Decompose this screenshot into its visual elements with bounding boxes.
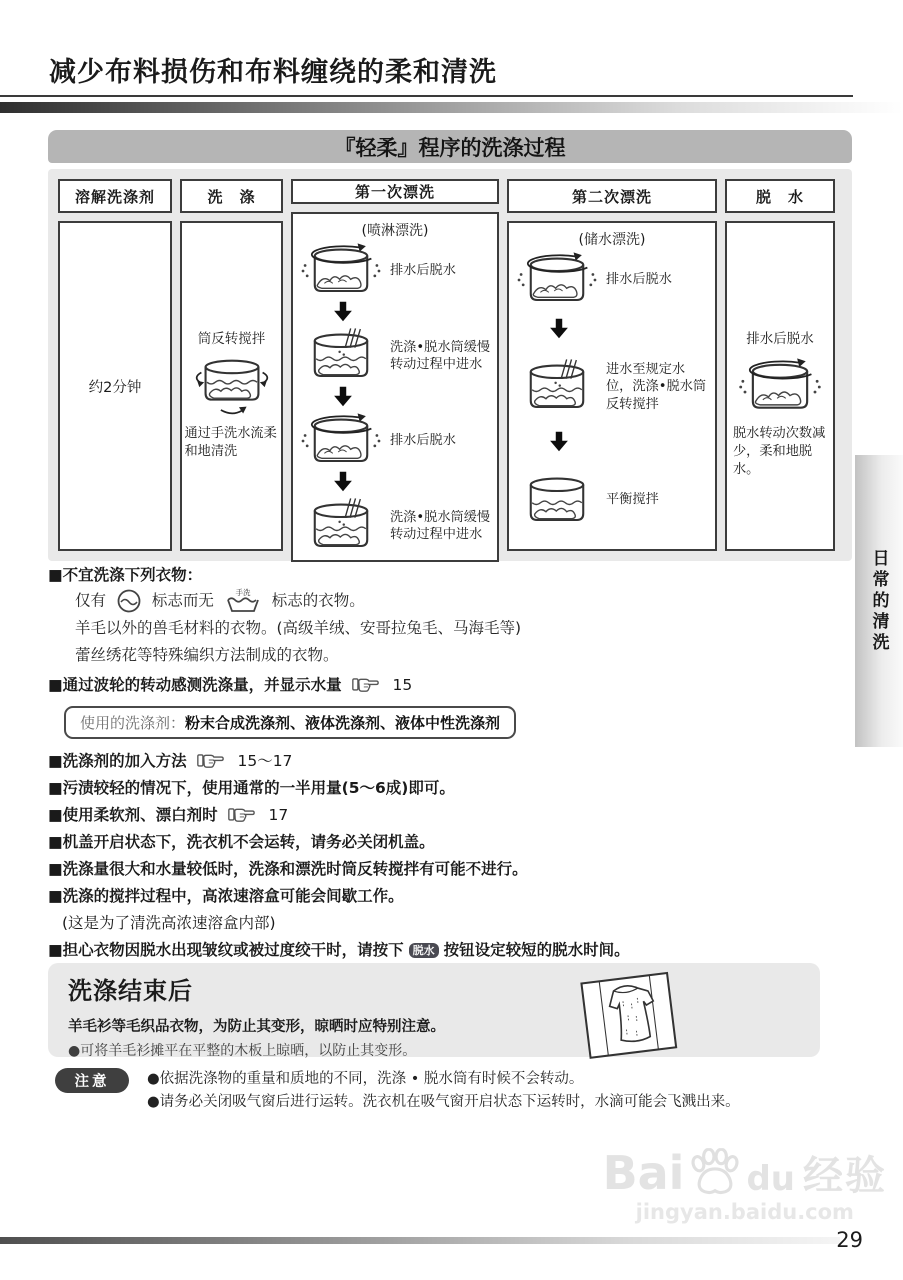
detergent-label: 使用的洗涤剂：	[80, 714, 186, 732]
watermark-text: Bai	[602, 1146, 685, 1200]
notes-section	[48, 563, 828, 964]
rinse2-step-3	[513, 471, 711, 529]
text-segment: ■使用柔软剂、漂白剂时	[48, 806, 218, 824]
dissolve-duration: 约2分钟	[88, 379, 142, 396]
caution-items	[147, 1068, 740, 1114]
sweater-board-illustration	[568, 967, 690, 1067]
column-body	[507, 221, 717, 551]
rinse1-subtitle: (喷淋漂洗)	[361, 223, 429, 239]
text-segment: ■通过波轮的转动感测洗涤量，并显示水量	[48, 676, 342, 694]
process-panel-title: 『轻柔』程序的洗涤过程	[48, 130, 852, 163]
rinse1-step-1	[297, 242, 493, 300]
rinse2-step-1	[513, 251, 711, 309]
tub-spin-icon	[297, 242, 385, 300]
unsuitable-line-3: 蕾丝绣花等特殊编织方法制成的衣物。	[75, 646, 339, 664]
rinse1-step-2	[297, 327, 493, 385]
after-wash-bold-line: 羊毛衫等毛织品衣物，为防止其变形，晾晒时应特别注意。	[68, 1019, 445, 1035]
pointing-hand-icon	[228, 805, 255, 823]
spin-bottom-label: 脱水转动次数减少，柔和地脱水。	[733, 426, 826, 477]
tub-spin-icon	[734, 357, 826, 417]
page-ref: 17	[268, 806, 289, 824]
hand-wash-symbol-icon	[224, 587, 262, 615]
column-header: 第一次漂洗	[291, 179, 499, 204]
step-label: 洗涤•脱水筒缓慢转动过程中进水	[390, 509, 491, 542]
unsuitable-title: ■不宜洗涤下列衣物：	[48, 566, 203, 584]
column-body	[180, 221, 283, 551]
lid-note: ■机盖开启状态下，洗衣机不会运转，请务必关闭机盖。	[48, 833, 435, 851]
caution-item: ●请务必关闭吸气窗后进行运转。洗衣机在吸气窗开启状态下运转时，水滴可能会飞溅出来。	[147, 1094, 740, 1110]
text-segment: 按钮设定较短的脱水时间。	[443, 941, 630, 959]
tub-fill-icon	[297, 327, 385, 385]
wash-bottom-label: 通过手洗水流柔和地清洗	[184, 426, 277, 459]
title-rule	[0, 95, 853, 97]
column-header: 溶解洗涤剂	[58, 179, 172, 213]
column-header: 脱 水	[725, 179, 835, 213]
caution-section	[55, 1068, 740, 1114]
down-arrow-icon	[513, 431, 605, 456]
step-label: 排水后脱水	[390, 263, 456, 279]
column-body	[291, 212, 499, 562]
column-dissolve-detergent	[58, 179, 172, 551]
rinse2-subtitle: (储水漂洗)	[578, 232, 646, 248]
after-wash-panel	[48, 963, 820, 1057]
pointing-hand-icon	[197, 751, 224, 769]
side-tab-daily-cleaning	[855, 455, 903, 747]
rinse1-step-3	[297, 412, 493, 470]
step-label: 排水后脱水	[606, 272, 672, 288]
process-panel	[48, 130, 852, 561]
down-arrow-icon	[297, 386, 389, 411]
tub-fill-icon	[297, 497, 385, 555]
after-wash-title: 洗涤结束后	[68, 977, 193, 1005]
caution-pill: 注意	[55, 1068, 129, 1093]
page-ref: 15	[392, 676, 413, 694]
text-segment: ■洗涤剂的加入方法	[48, 752, 187, 770]
column-header: 第二次漂洗	[507, 179, 717, 213]
page-ref: 15～17	[237, 752, 293, 770]
add-method-note	[48, 748, 828, 775]
text-segment: ■担心衣物因脱水出现皱纹或被过度绞干时，请按下	[48, 941, 404, 959]
tub-calm-icon	[513, 471, 601, 529]
watermark	[603, 1146, 887, 1224]
tub-spin-icon	[297, 412, 385, 470]
dispenser-note-2: (这是为了清洗高浓速溶盒内部)	[62, 914, 276, 932]
top-gradient-bar	[0, 102, 903, 113]
step-label: 洗涤•脱水筒缓慢转动过程中进水	[390, 339, 491, 372]
column-body	[725, 221, 835, 551]
column-spin	[725, 179, 835, 551]
step-label: 进水至规定水位，洗涤•脱水筒反转搅拌	[606, 362, 707, 412]
svg-text:手洗: 手洗	[235, 588, 251, 597]
rinse2-step-2	[513, 358, 711, 416]
paw-icon	[686, 1146, 744, 1198]
step-label: 平衡搅拌	[606, 492, 659, 508]
tub-fill-icon	[513, 358, 601, 416]
large-load-note: ■洗涤量很大和水量较低时，洗涤和漂洗时筒反转搅拌有可能不进行。	[48, 860, 528, 878]
page-number: 29	[836, 1228, 863, 1252]
page-title: 减少布料损伤和布料缠绕的柔和清洗	[49, 57, 497, 88]
column-body	[58, 221, 172, 551]
column-second-rinse	[507, 179, 717, 551]
text-segment: 标志而无	[151, 591, 214, 610]
step-label: 排水后脱水	[390, 433, 456, 449]
column-header: 洗 涤	[180, 179, 283, 213]
caution-item: ●依据洗涤物的重量和质地的不同，洗涤 • 脱水筒有时候不会转动。	[147, 1071, 584, 1087]
unsuitable-line-1	[75, 587, 828, 615]
down-arrow-icon	[513, 318, 605, 343]
watermark-text: du	[746, 1159, 795, 1199]
text-segment: 标志的衣物。	[271, 591, 365, 610]
bottom-gradient-bar	[0, 1237, 840, 1244]
watermark-url: jingyan.baidu.com	[635, 1200, 854, 1224]
watermark-brand	[602, 1146, 887, 1200]
pointing-hand-icon	[352, 675, 379, 693]
sense-note	[48, 672, 828, 699]
spin-top-label: 排水后脱水	[746, 331, 814, 347]
down-arrow-icon	[297, 471, 389, 496]
column-first-rinse	[291, 179, 499, 551]
after-wash-bullet: ●可将羊毛衫摊平在平整的木板上晾晒，以防止其变形。	[68, 1043, 417, 1059]
detergent-box	[64, 706, 516, 739]
tub-spin-icon	[513, 251, 601, 309]
down-arrow-icon	[297, 301, 389, 326]
process-diagram	[48, 169, 852, 561]
column-wash	[180, 179, 283, 551]
watermark-text-cn: 经验	[803, 1153, 887, 1199]
softener-note	[48, 802, 828, 829]
rinse1-step-4	[297, 497, 493, 555]
spin-button-badge: 脱水	[409, 943, 439, 958]
unsuitable-line-2: 羊毛以外的兽毛材料的衣物。(高级羊绒、安哥拉兔毛、马海毛等)	[75, 619, 522, 637]
detergent-value: 粉末合成洗涤剂、液体洗涤剂、液体中性洗涤剂	[185, 714, 501, 732]
text-segment: 仅有	[75, 591, 107, 610]
light-stain-note: ■污渍较轻的情况下，使用通常的一半用量(5～6成)即可。	[48, 779, 455, 797]
wrinkle-note	[48, 937, 828, 964]
dispenser-note: ■洗涤的搅拌过程中，高浓速溶盒可能会间歇工作。	[48, 887, 404, 905]
machine-wash-symbol-icon	[116, 589, 142, 613]
wash-top-label: 筒反转搅拌	[197, 331, 266, 347]
side-tab-label: 日常的清洗	[868, 548, 889, 654]
tub-agitate-icon	[186, 353, 278, 417]
